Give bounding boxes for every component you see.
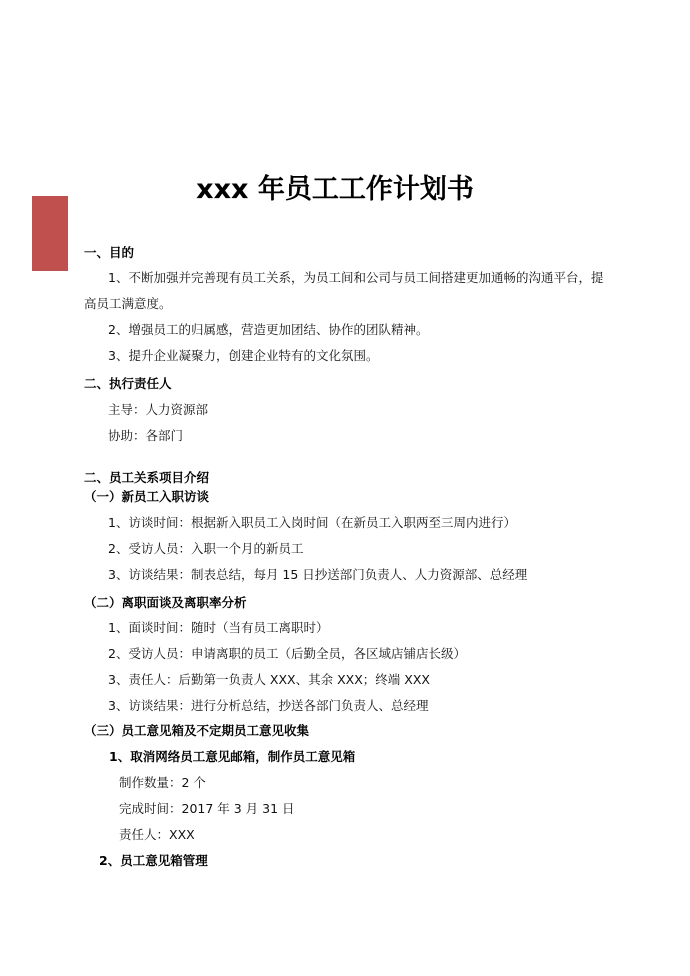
purpose-item-3: 3、提升企业凝聚力，创建企业特有的文化氛围。 (108, 348, 379, 363)
exit-item-3: 3、责任人：后勤第一负责人 XXX、其余 XXX；终端 XXX (108, 672, 430, 687)
feedback-item-1-heading: 1、取消网络员工意见邮箱，制作员工意见箱 (109, 749, 356, 764)
exit-item-4: 3、访谈结果：进行分析总结，抄送各部门负责人、总经理 (108, 698, 429, 713)
section-heading-projects: 二、员工关系项目介绍 (84, 470, 210, 485)
subsection-heading-feedback-box: （三）员工意见箱及不定期员工意见收集 (84, 723, 310, 738)
exit-item-2: 2、受访人员：申请离职的员工（后勤全员，各区域店铺店长级） (108, 646, 466, 661)
feedback-detail-owner: 责任人：XXX (119, 827, 195, 842)
subsection-heading-exit-interview: （二）离职面谈及离职率分析 (84, 595, 247, 610)
feedback-detail-quantity: 制作数量：2 个 (119, 775, 206, 790)
purpose-item-1-cont: 高员工满意度。 (84, 296, 172, 311)
onboarding-item-2: 2、受访人员：入职一个月的新员工 (108, 541, 304, 556)
onboarding-item-3: 3、访谈结果：制表总结，每月 15 日抄送部门负责人、人力资源部、总经理 (108, 567, 528, 582)
feedback-item-2-heading: 2、员工意见箱管理 (99, 853, 208, 868)
feedback-detail-deadline: 完成时间：2017 年 3 月 31 日 (119, 801, 295, 816)
responsible-assist: 协助：各部门 (108, 428, 184, 443)
section-heading-responsible: 二、执行责任人 (84, 376, 172, 391)
document-title: xxx 年员工工作计划书 (196, 174, 474, 205)
purpose-item-2: 2、增强员工的归属感，营造更加团结、协作的团队精神。 (108, 322, 429, 337)
section-heading-purpose: 一、目的 (84, 245, 135, 260)
purpose-item-1: 1、不断加强并完善现有员工关系，为员工间和公司与员工间搭建更加通畅的沟通平台，提 (108, 270, 604, 285)
responsible-lead: 主导：人力资源部 (108, 402, 209, 417)
subsection-heading-onboarding-interview: （一）新员工入职访谈 (84, 489, 210, 504)
onboarding-item-1: 1、访谈时间：根据新入职员工入岗时间（在新员工入职两至三周内进行） (108, 515, 516, 530)
exit-item-1: 1、面谈时间：随时（当有员工离职时） (108, 620, 329, 635)
